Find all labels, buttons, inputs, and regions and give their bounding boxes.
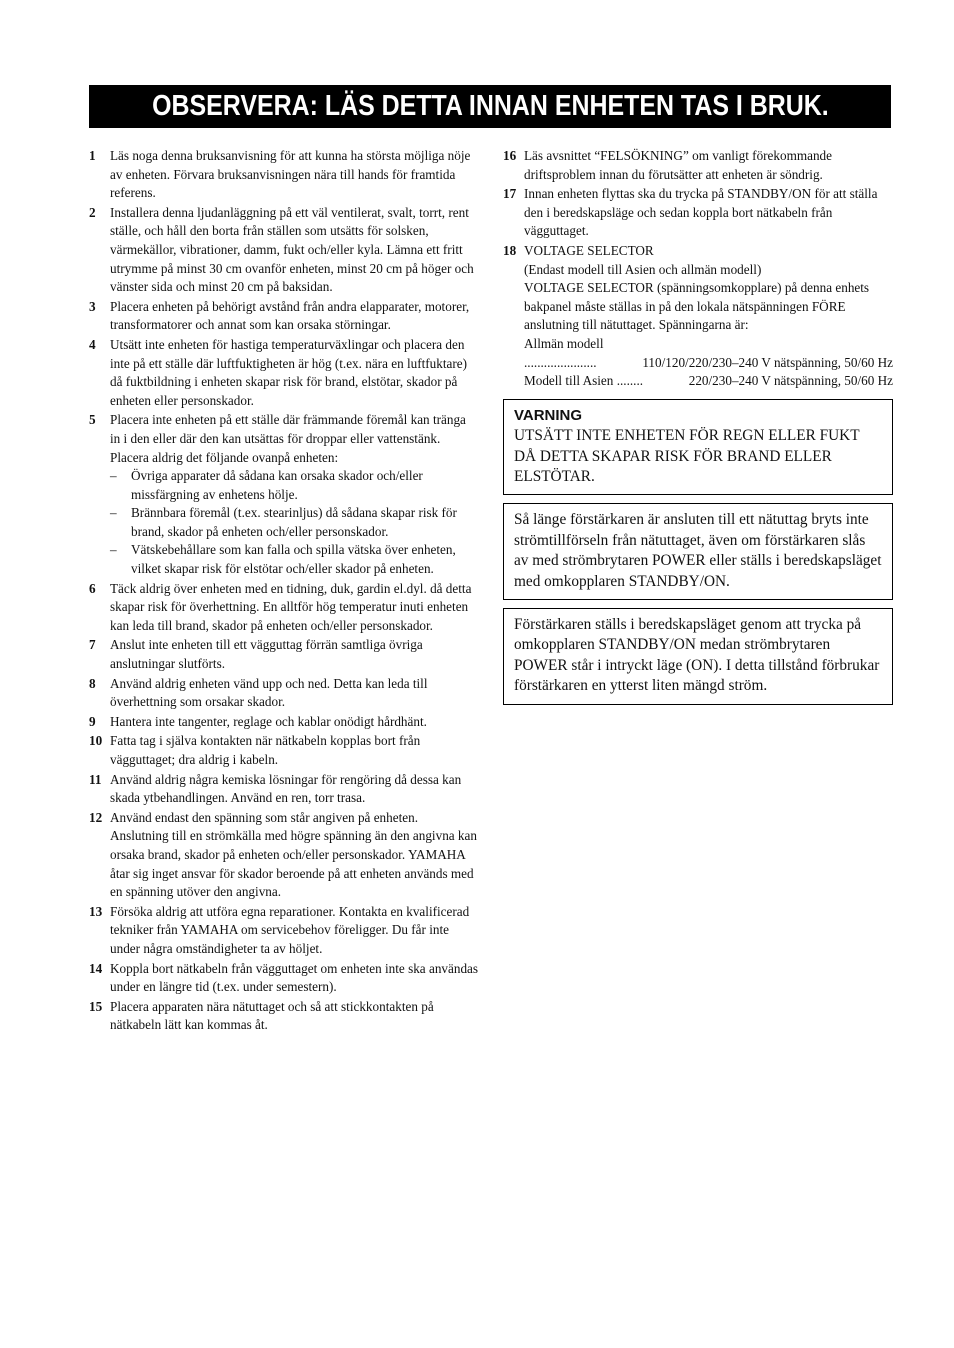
info-box-power [503,503,893,600]
dot-leader: ........ [616,373,644,389]
item-number: 6 [89,580,96,596]
item-text: Placera inte enheten på ett ställe där främmande föremål kan tränga in i den eller där den kan utsättas för droppar eller vattenstänk. Placera aldrig det följande ovanpå enheten: [110,412,466,465]
list-item [89,960,479,997]
voltage-selector-item [503,242,893,391]
voltage-model-note: (Endast modell till Asien och allmän modell) [524,261,762,277]
item-number: 17 [503,186,517,202]
list-item [503,185,893,241]
info-box-standby [503,608,893,705]
item-text: Läs noga denna bruksanvisning för att kunna ha största möjliga nöje av enheten. Förvara bruksanvisningen nära till hands för framtida referens. [110,148,471,201]
item-number: 10 [89,733,103,749]
item-text: Koppla bort nätkabeln från vägguttaget om enheten inte ska användas under en längre tid (t.ex. under semestern). [110,960,479,995]
list-item [89,411,479,578]
list-item [89,809,479,902]
item-text: Installera denna ljudanläggning på ett väl ventilerat, svalt, torrt, rent ställe, och håll den borta från ställen som utsätts för solsken, värmekällor, vibrationer, damm, fukt och/eller kyla. Lämna ett fritt utrymme på minst 30 cm ovanför enheten, minst 20 cm på höger och vänster sida och minst 20 cm på baksidan. [110,204,474,295]
item-text: Täck aldrig över enheten med en tidning, duk, gardin el.dyl. då detta skapar risk för överhettning. En alltför hög temperatur inuti enheten kan leda till brand, skador på enheten och/eller personskador. [110,580,472,633]
item-number: 18 [503,242,517,258]
warning-box [503,399,893,496]
item-text: Använd aldrig några kemiska lösningar för rengöring då dessa kan skada ytbehandlingen. Använd en ren, torr trasa. [110,771,462,806]
item-text: Placera apparaten nära nätuttaget och så att stickkontakten på nätkabeln lätt kan kommas åt. [110,998,434,1033]
asia-model-voltage [524,372,893,391]
sub-item-text: Vätskebehållare som kan falla och spilla vätska över enheten, vilket skapar risk för elstötar och/eller skador på enheten. [131,542,456,577]
item-number: 16 [503,148,517,163]
info-text: Så länge förstärkaren är ansluten till ett nätuttag bryts inte strömtillförseln från nätuttaget, även om förstärkaren slås av med strömbrytaren POWER eller ställs i beredskapsläget med omkopplaren STANDBY/ON. [514,511,882,590]
list-item [89,675,479,712]
right-column [503,147,893,705]
item-text: Hantera inte tangenter, reglage och kablar onödigt hårdhänt. [110,713,427,729]
info-text: Förstärkaren ställs i beredskapsläget genom att trycka på omkopplaren STANDBY/ON medan strömbrytaren POWER står i intryckt läge (ON). I detta tillstånd förbrukar förstärkaren en ytterst liten mängd ström. [514,615,880,695]
general-model-voltage [524,354,893,373]
item-number: 12 [89,809,103,825]
voltage-instructions: VOLTAGE SELECTOR (spänningsomkopplare) på denna enhets bakpanel måste ställas in på den lokala nätspänningen FÖRE anslutning till nätuttaget. Spänningarna är: [524,280,870,333]
item-text: Använd endast den spänning som står angiven på enheten. Anslutning till en strömkälla med högre spänning än den angivna kan orsaka brand, skador på enheten och/eller personskador. YAMAHA åtar sig inget ansvar för skador beroende på att enheten används med en spänning utöver den angivna. [110,809,477,900]
warning-text: UTSÄTT INTE ENHETEN FÖR REGN ELLER FUKT DÅ DETTA SKAPAR RISK FÖR BRAND ELLER ELSTÖTAR. [514,427,860,485]
dot-leader: ...................... [524,354,597,370]
general-model-label: Allmän modell [524,335,604,351]
sub-item [110,504,479,541]
item-number: 13 [89,903,103,919]
list-item [89,636,479,673]
asia-model-label: Modell till Asien [524,373,614,389]
list-item [503,147,893,184]
sub-item [110,541,479,578]
item-text: Använd aldrig enheten vänd upp och ned. Detta kan leda till överhettning som orsakar skador. [110,675,428,710]
list-item [89,298,479,335]
list-item [89,903,479,959]
item-text: Placera enheten på behörigt avstånd från andra elapparater, motorer, transformatorer och annat som kan orsaka störningar. [110,298,470,333]
list-item [89,732,479,769]
item-body [110,411,479,578]
sub-item-text: Övriga apparater då sådana kan orsaka skador och/eller missfärgning av enhetens hölje. [131,468,423,502]
item-number: 1 [89,148,96,163]
list-item [89,713,479,732]
warning-label: VARNING [514,406,583,424]
list-item [89,147,479,203]
item-text: Läs avsnittet “FELSÖKNING” om vanligt förekommande driftsproblem innan du förutsätter att enheten är söndrig. [524,148,833,182]
list-item [89,771,479,808]
item-number: 5 [89,412,96,428]
left-column [89,147,479,1036]
item-text: Fatta tag i själva kontakten när nätkabeln kopplas bort från vägguttaget; dra aldrig i kabeln. [110,733,421,767]
page-title: OBSERVERA: LÄS DETTA INNAN ENHETEN TAS I BRUK. [151,90,829,122]
item-number: 4 [89,336,96,352]
sub-item-text: Brännbara föremål (t.ex. stearinljus) då sådana skapar risk för brand, skador på enheten och/eller personskador. [131,505,457,539]
sub-item [110,467,479,504]
voltage-value: 220/230–240 V nätspänning, 50/60 Hz [688,373,893,389]
dash-bullet: – [110,468,117,484]
item-text: Försöka aldrig att utföra egna reparationer. Kontakta en kvalificerad tekniker från YAMAHA om servicebehov föreligger. Du får inte under några omständigheter ta av höljet. [110,903,470,956]
item-number: 14 [89,960,103,976]
item-text: Utsätt inte enheten för hastiga temperaturväxlingar och placera den inte på ett ställe där luftfuktigheten är hög (t.ex. nära en luftfuktare) då fuktbildning i enheten skapar risk för brand, elstötar, skador på enheten eller personskador. [110,336,468,408]
dash-bullet: – [110,505,117,521]
list-item [89,336,479,410]
list-item [89,580,479,636]
title-banner [89,85,891,128]
item-body [524,242,893,391]
list-item [89,998,479,1035]
dash-bullet: – [110,542,117,558]
item-text: Innan enheten flyttas ska du trycka på STANDBY/ON för att ställa den i beredskapsläge och sedan koppla bort nätkabeln från vägguttaget. [524,186,878,239]
item-number: 3 [89,298,96,314]
voltage-value: 110/120/220/230–240 V nätspänning, 50/60 Hz [642,354,893,370]
item-text: Anslut inte enheten till ett vägguttag förrän samtliga övriga anslutningar slutförts. [110,637,423,672]
item-number: 9 [89,713,96,729]
asia-label-group [524,372,643,391]
item-number: 7 [89,637,96,653]
item-number: 15 [89,998,103,1014]
voltage-heading: VOLTAGE SELECTOR [524,242,654,258]
item-number: 11 [89,771,102,787]
item-number: 8 [89,675,96,691]
item-number: 2 [89,204,96,220]
list-item [89,204,479,297]
